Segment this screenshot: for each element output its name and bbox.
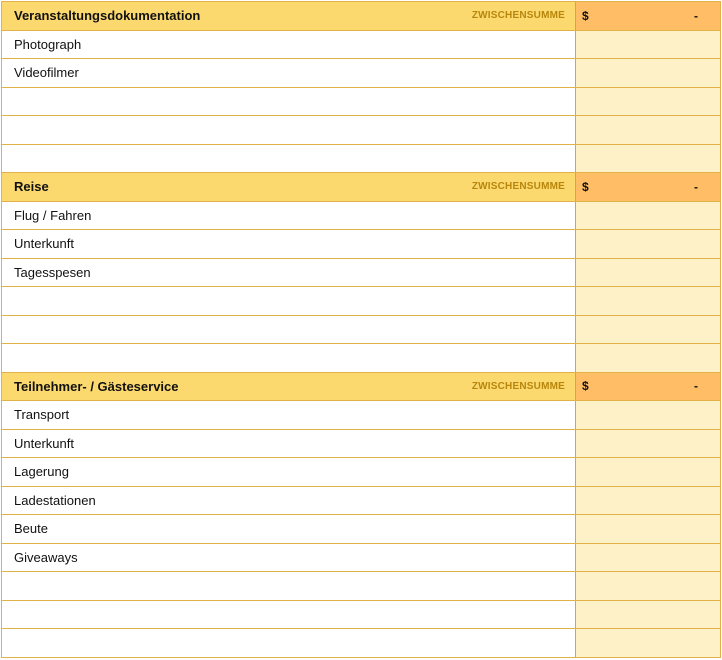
item-label-cell[interactable] [2, 344, 576, 372]
item-label: Transport [14, 407, 70, 423]
item-label-cell[interactable] [2, 202, 576, 230]
subtotal-amount: - [694, 379, 698, 394]
item-label-cell[interactable] [2, 116, 576, 144]
item-label: Flug / Fahren [14, 207, 92, 223]
item-label: Photograph [14, 36, 82, 52]
section-header-travel [2, 173, 720, 202]
subtotal-label: ZWISCHENSUMME [471, 181, 565, 193]
section-header-guest-services [2, 373, 720, 402]
currency-symbol: $ [582, 179, 589, 194]
item-value-cell[interactable] [576, 259, 720, 287]
item-value-cell[interactable] [576, 601, 720, 629]
section-title-cell[interactable] [2, 373, 576, 401]
item-label-cell[interactable] [2, 31, 576, 59]
table-row [2, 515, 720, 544]
item-value-cell[interactable] [576, 401, 720, 429]
item-label-cell[interactable] [2, 230, 576, 258]
item-label-cell[interactable] [2, 88, 576, 116]
table-row [2, 230, 720, 259]
subtotal-label: ZWISCHENSUMME [471, 380, 565, 392]
item-value-cell[interactable] [576, 31, 720, 59]
subtotal-amount: - [694, 179, 698, 194]
item-label-cell[interactable] [2, 316, 576, 344]
item-value-cell[interactable] [576, 487, 720, 515]
section-title: Teilnehmer- / Gästeservice [14, 378, 179, 394]
item-value-cell[interactable] [576, 458, 720, 486]
table-row [2, 116, 720, 145]
item-value-cell[interactable] [576, 344, 720, 372]
item-label: Beute [14, 521, 48, 537]
item-value-cell[interactable] [576, 88, 720, 116]
item-label-cell[interactable] [2, 430, 576, 458]
item-value-cell[interactable] [576, 59, 720, 87]
item-label-cell[interactable] [2, 629, 576, 657]
section-title-cell[interactable] [2, 2, 576, 30]
item-label-cell[interactable] [2, 544, 576, 572]
currency-symbol: $ [582, 8, 589, 23]
table-row [2, 31, 720, 60]
item-value-cell[interactable] [576, 116, 720, 144]
table-row [2, 544, 720, 573]
item-value-cell[interactable] [576, 316, 720, 344]
item-label-cell[interactable] [2, 145, 576, 173]
item-value-cell[interactable] [576, 430, 720, 458]
item-label-cell[interactable] [2, 572, 576, 600]
item-label: Tagesspesen [14, 264, 91, 280]
subtotal-cell[interactable] [576, 173, 720, 201]
table-row [2, 629, 720, 658]
subtotal-cell[interactable] [576, 373, 720, 401]
section-title: Reise [14, 179, 49, 195]
item-label: Videofilmer [14, 65, 79, 81]
currency-symbol: $ [582, 379, 589, 394]
table-row [2, 401, 720, 430]
table-row [2, 601, 720, 630]
item-label-cell[interactable] [2, 401, 576, 429]
table-row [2, 572, 720, 601]
item-label-cell[interactable] [2, 59, 576, 87]
item-label-cell[interactable] [2, 259, 576, 287]
item-label: Lagerung [14, 464, 69, 480]
item-label-cell[interactable] [2, 458, 576, 486]
section-title: Veranstaltungsdokumentation [14, 8, 201, 24]
subtotal-label: ZWISCHENSUMME [471, 10, 565, 22]
item-label: Unterkunft [14, 236, 74, 252]
item-value-cell[interactable] [576, 629, 720, 657]
item-value-cell[interactable] [576, 202, 720, 230]
item-label: Unterkunft [14, 435, 74, 451]
section-header-documentation [2, 2, 720, 31]
table-row [2, 287, 720, 316]
table-row [2, 316, 720, 345]
item-label-cell[interactable] [2, 287, 576, 315]
table-row [2, 202, 720, 231]
budget-sheet [1, 1, 721, 658]
table-row [2, 344, 720, 373]
table-row [2, 88, 720, 117]
item-label-cell[interactable] [2, 601, 576, 629]
item-value-cell[interactable] [576, 145, 720, 173]
item-label: Ladestationen [14, 492, 96, 508]
item-value-cell[interactable] [576, 544, 720, 572]
table-row [2, 430, 720, 459]
item-value-cell[interactable] [576, 230, 720, 258]
table-row [2, 458, 720, 487]
item-value-cell[interactable] [576, 515, 720, 543]
item-value-cell[interactable] [576, 287, 720, 315]
item-value-cell[interactable] [576, 572, 720, 600]
table-row [2, 487, 720, 516]
table-row [2, 145, 720, 174]
item-label: Giveaways [14, 549, 78, 565]
section-title-cell[interactable] [2, 173, 576, 201]
table-row [2, 59, 720, 88]
table-row [2, 259, 720, 288]
item-label-cell[interactable] [2, 515, 576, 543]
subtotal-cell[interactable] [576, 2, 720, 30]
item-label-cell[interactable] [2, 487, 576, 515]
subtotal-amount: - [694, 8, 698, 23]
